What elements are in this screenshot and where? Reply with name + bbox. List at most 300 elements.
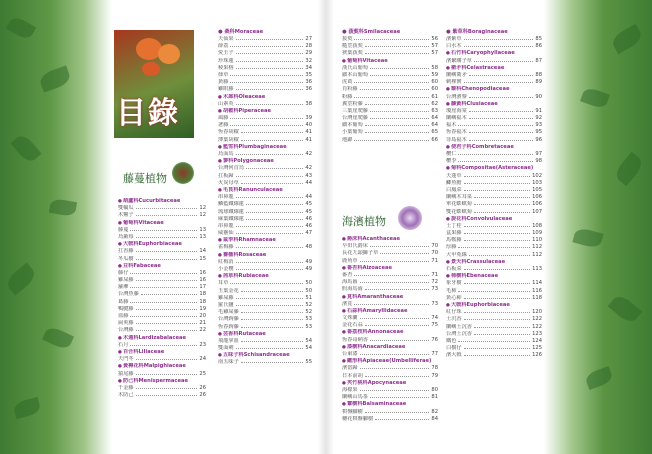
leader-dots	[130, 314, 197, 317]
toc-page-number: 49	[305, 266, 312, 272]
leader-dots	[236, 152, 304, 155]
toc-entry	[118, 284, 206, 291]
leader-dots	[241, 181, 304, 184]
leader-dots	[136, 278, 198, 281]
leader-dots	[136, 307, 198, 310]
toc-page-number: 49	[305, 258, 312, 265]
toc-entry	[342, 315, 438, 322]
toc-entry-name: ● 木通科Lardizabalaceae	[122, 334, 186, 341]
leader-dots	[246, 202, 303, 205]
toc-page-number: 54	[305, 345, 312, 352]
toc-entry-name: 台灣藤	[118, 327, 134, 334]
toc-entry-name: ● 木犀科Oleaceae	[222, 93, 266, 100]
toc-entry	[218, 338, 312, 345]
toc-entry	[218, 115, 312, 122]
toc-page-number: 73	[431, 286, 438, 293]
toc-entry-name: 單花蟛蜞菊	[446, 201, 472, 208]
toc-page-number: 52	[305, 309, 312, 316]
toc-column-2	[218, 36, 312, 367]
toc-entry	[218, 223, 312, 230]
leader-dots	[370, 116, 429, 119]
toc-entry-name: ● 鼠李科Rhamnaceae	[222, 237, 276, 244]
toc-entry-name: 恆春鉤藤	[218, 323, 239, 330]
toc-page-number: 57	[431, 50, 438, 57]
toc-entry	[342, 72, 438, 79]
toc-page-number: 82	[431, 408, 438, 415]
toc-entry	[118, 320, 206, 327]
toc-entry-name: ● 蓼科Polygonaceae	[222, 158, 274, 165]
toc-entry	[446, 194, 542, 201]
leader-dots	[469, 130, 534, 133]
toc-family-heading	[446, 216, 542, 223]
leader-dots	[141, 292, 198, 295]
toc-entry	[446, 151, 542, 158]
leader-dots	[464, 238, 531, 241]
toc-family-heading	[446, 144, 542, 151]
toc-entry-name: 福木	[446, 122, 457, 129]
toc-entry	[446, 115, 542, 122]
leader-dots	[464, 181, 531, 184]
toc-page-number: 16	[199, 269, 206, 276]
toc-entry-name: 扛香藤	[118, 248, 134, 255]
toc-page-number: 89	[535, 79, 542, 86]
toc-page-number: 80	[431, 386, 438, 393]
toc-entry-name: ● 莧科Amaranthaceae	[346, 293, 404, 300]
col3-top-family: ● 菝葜科Smilacaceae	[342, 29, 401, 35]
toc-entry	[446, 316, 542, 323]
toc-entry-name: 粉藤	[342, 93, 353, 100]
toc-column-3-vine	[342, 36, 438, 144]
toc-page-number: 103	[532, 179, 542, 186]
toc-page-number: 16	[199, 277, 206, 284]
toc-entry-name: 細本葡萄	[342, 122, 363, 129]
toc-page-number: 93	[535, 122, 542, 129]
leader-dots	[474, 202, 530, 205]
toc-entry	[446, 266, 542, 273]
toc-entry	[446, 309, 542, 316]
leader-dots	[360, 280, 430, 283]
toc-page-number: 47	[305, 230, 312, 237]
toc-page-number: 64	[431, 122, 438, 129]
toc-entry-name: ● 葡萄科Vitaceae	[122, 219, 164, 226]
toc-page-number: 106	[532, 194, 542, 201]
toc-entry-name: 細本山葡萄	[342, 71, 368, 78]
leader-dots	[365, 374, 430, 377]
toc-entry-name: 金花石蒜	[342, 322, 363, 329]
leader-dots	[464, 353, 531, 356]
leader-dots	[474, 195, 530, 198]
toc-entry	[446, 122, 542, 129]
toc-entry-name: ● 石竹科Caryophyllaceae	[450, 50, 515, 57]
leader-dots	[241, 360, 304, 363]
toc-entry	[446, 230, 542, 237]
toc-page-number: 71	[431, 271, 438, 278]
toc-entry	[342, 416, 438, 423]
toc-entry-name: 虎葛	[342, 79, 353, 86]
toc-entry	[446, 137, 542, 144]
toc-entry-name: ● 柿樹科Ebenaceae	[450, 273, 499, 280]
leader-dots	[136, 372, 198, 375]
toc-entry	[118, 227, 206, 234]
leader-dots	[241, 317, 304, 320]
leader-dots	[360, 366, 430, 369]
leader-dots	[241, 130, 304, 133]
toc-entry-name: 濱莧	[342, 300, 353, 307]
toc-entry-name: 長花九頭獅子草	[342, 250, 379, 257]
leader-dots	[458, 159, 533, 162]
toc-entry-name: ● 繖形科Apiaceae(Umbelliferae)	[346, 358, 432, 365]
toc-entry	[218, 151, 312, 158]
leader-dots	[360, 388, 430, 391]
toc-entry	[446, 72, 542, 79]
toc-entry-name: 地錦	[342, 136, 353, 143]
toc-entry-name: ● 番荔枝科Annonaceae	[346, 329, 404, 336]
leader-dots	[464, 188, 531, 191]
leader-dots	[354, 273, 429, 276]
toc-entry-name: 木鱉子	[118, 212, 134, 219]
leader-dots	[241, 289, 304, 292]
toc-entry-name: 雙輪瓜	[118, 205, 134, 212]
leader-dots	[464, 37, 534, 40]
toc-entry-name: ● 漆樹科Anacardiaceae	[346, 343, 406, 350]
toc-page-number: 34	[305, 64, 312, 71]
toc-entry	[342, 272, 438, 279]
leader-dots	[236, 303, 304, 306]
toc-entry	[446, 252, 542, 259]
toc-page-number: 108	[532, 222, 542, 229]
leader-dots	[236, 195, 304, 198]
leader-dots	[354, 95, 429, 98]
leader-dots	[464, 231, 531, 234]
toc-entry	[118, 299, 206, 306]
toc-entry	[218, 280, 312, 287]
toc-page-number: 66	[431, 136, 438, 143]
toc-entry-name: 海馬齒	[342, 279, 358, 286]
toc-family-heading	[218, 144, 312, 151]
toc-entry-name: 翼莖粉藤	[342, 100, 363, 107]
toc-entry	[446, 108, 542, 115]
toc-entry	[446, 288, 542, 295]
toc-entry-name: 蘭嶼土沉香	[446, 323, 472, 330]
leader-dots	[230, 123, 303, 126]
toc-family-heading	[342, 58, 438, 65]
toc-entry-name: 狹葉菝葜	[342, 50, 363, 57]
toc-page-number: 92	[535, 115, 542, 122]
toc-page-number: 124	[532, 337, 542, 344]
toc-entry	[218, 165, 312, 172]
toc-entry	[118, 205, 206, 212]
leader-dots	[236, 51, 304, 54]
toc-entry	[446, 187, 542, 194]
toc-entry-name: ● 五味子科Schisandraceae	[222, 352, 290, 359]
toc-entry-name: 台灣何首烏	[218, 165, 244, 172]
leader-dots	[241, 325, 304, 328]
toc-column-3-coastal	[342, 236, 438, 423]
toc-entry-name: 瓊崖海棠	[446, 107, 467, 114]
toc-page-number: 53	[305, 316, 312, 323]
toc-entry	[218, 288, 312, 295]
toc-page-number: 65	[431, 129, 438, 136]
toc-entry	[118, 270, 206, 277]
leader-dots	[370, 66, 429, 69]
leader-dots	[136, 213, 198, 216]
toc-page-number: 36	[305, 86, 312, 93]
toc-entry	[342, 79, 438, 86]
toc-entry-name: 台灣崖爬藤	[342, 115, 368, 122]
toc-family-heading	[218, 94, 312, 101]
toc-entry-name: ● 百合科Liliaceae	[122, 348, 165, 355]
toc-entry	[218, 43, 312, 50]
toc-entry	[342, 43, 438, 50]
toc-page-number: 75	[431, 322, 438, 329]
leader-dots	[464, 317, 531, 320]
toc-entry-name: 厚藤	[446, 244, 457, 251]
leader-dots	[458, 339, 530, 342]
toc-page-number: 97	[535, 151, 542, 157]
toc-entry-name: 菝葜	[342, 36, 353, 42]
toc-entry	[342, 279, 438, 286]
toc-page-number: 48	[305, 244, 312, 251]
toc-entry-name: 珍珠蓮	[218, 57, 234, 64]
toc-family-heading	[118, 241, 206, 248]
toc-entry-name: 黃心柿	[446, 294, 462, 301]
toc-page-number: 106	[532, 201, 542, 208]
toc-entry	[118, 342, 206, 349]
leader-dots	[136, 386, 198, 389]
toc-entry-name: 早田氏爵床	[342, 243, 368, 250]
leader-dots	[230, 281, 303, 284]
toc-page-number: 125	[532, 345, 542, 352]
toc-entry-name: ● 衛矛科Celastraceae	[450, 64, 505, 71]
toc-entry	[342, 94, 438, 101]
toc-family-heading	[118, 263, 206, 270]
toc-entry-name: 葎草	[218, 71, 229, 78]
toc-entry-name: 荖藤	[218, 122, 229, 129]
leader-dots	[365, 287, 430, 290]
toc-family-heading	[218, 108, 312, 115]
toc-entry-name: ● 豆科Fabaceae	[122, 262, 161, 269]
toc-page-number: 62	[431, 100, 438, 107]
toc-entry	[342, 122, 438, 129]
toc-page-number: 43	[305, 172, 312, 179]
leader-dots	[474, 210, 530, 213]
toc-page-number: 26	[199, 384, 206, 391]
toc-page-number: 61	[431, 93, 438, 100]
toc-entry	[446, 280, 542, 287]
leader-dots	[136, 393, 198, 396]
leader-dots	[130, 300, 197, 303]
toc-page-number: 70	[431, 250, 438, 257]
toc-entry-name: 台灣魚藤	[118, 291, 139, 298]
toc-entry-name: 山素英	[218, 100, 234, 107]
toc-entry-name: 石月	[118, 341, 129, 348]
toc-page-number: 25	[199, 370, 206, 377]
leader-dots	[380, 251, 429, 254]
leader-dots	[236, 37, 304, 40]
leader-dots	[458, 245, 530, 248]
toc-entry-name: 紅仔珠	[446, 309, 462, 316]
toc-page-number: 45	[305, 208, 312, 215]
leader-dots	[360, 352, 430, 355]
toc-entry	[218, 209, 312, 216]
toc-entry	[218, 316, 312, 323]
toc-entry-name: 漢氏山葡萄	[342, 64, 368, 71]
toc-page-number: 105	[532, 186, 542, 193]
toc-entry	[342, 36, 438, 43]
toc-page-number: 96	[535, 136, 542, 143]
toc-entry-name: 三葉崖爬藤	[342, 107, 368, 114]
toc-family-heading	[118, 220, 206, 227]
toc-entry	[446, 129, 542, 136]
toc-entry-name: ● 景天科Crassulaceae	[450, 258, 506, 265]
toc-entry	[342, 108, 438, 115]
toc-entry-name: 血藤	[118, 313, 129, 319]
toc-entry-name: 濱紫草	[446, 36, 462, 42]
toc-entry-name: ● 葡萄科Vitaceae	[346, 57, 388, 64]
toc-entry-name: 糙莖菝葜	[342, 43, 363, 50]
toc-entry-name: 台東漆	[342, 351, 358, 357]
toc-page-number: 86	[535, 43, 542, 50]
toc-entry-name: 雞屎藤	[218, 294, 234, 301]
toc-entry	[218, 309, 312, 316]
toc-page-number: 95	[535, 129, 542, 136]
toc-entry	[218, 50, 312, 57]
toc-entry-name: 天門冬	[118, 356, 134, 363]
toc-entry-name: 毛柿	[446, 287, 457, 294]
toc-page-number: 36	[305, 79, 312, 86]
toc-entry	[342, 129, 438, 136]
toc-entry-name: 穗花棋盤腳樹	[342, 415, 374, 422]
leader-dots	[458, 152, 533, 155]
toc-entry-name: 小金櫻	[218, 266, 234, 272]
leader-dots	[469, 253, 530, 256]
toc-entry	[342, 243, 438, 250]
toc-family-heading	[342, 294, 438, 301]
leader-dots	[230, 116, 303, 119]
leader-dots	[236, 174, 304, 177]
toc-page-number: 42	[305, 165, 312, 172]
leader-dots	[370, 73, 429, 76]
toc-page-number: 98	[535, 158, 542, 165]
toc-entry-name: 欖李	[446, 158, 457, 165]
toc-entry	[218, 216, 312, 223]
toc-entry-name: 雙花蟛蜞菊	[446, 208, 472, 215]
leader-dots	[230, 73, 303, 76]
leader-dots	[370, 338, 429, 341]
toc-page-number: 24	[199, 356, 206, 363]
toc-entry-name: 象牙樹	[446, 280, 462, 287]
leader-dots	[354, 138, 429, 141]
toc-page-number: 12	[199, 212, 206, 219]
toc-entry	[446, 244, 542, 251]
toc-entry-name: 欖仁	[446, 151, 457, 157]
toc-entry-name: 飛龍掌血	[218, 337, 239, 344]
toc-entry-name: 白水木	[446, 43, 462, 50]
section-title-vine: 藤蔓植物	[123, 172, 167, 185]
toc-page-number: 70	[431, 243, 438, 250]
toc-entry	[342, 86, 438, 93]
toc-entry-name: 紅梅消	[218, 258, 234, 265]
toc-page-number: 46	[305, 215, 312, 222]
toc-entry	[118, 212, 206, 219]
toc-family-heading	[218, 273, 312, 280]
toc-entry-name: 鐵色	[446, 337, 457, 344]
toc-entry-name: 文殊蘭	[342, 315, 358, 322]
toc-family-heading	[446, 50, 542, 57]
toc-entry-name: 小葉葡萄	[342, 129, 363, 136]
toc-entry-name: 棋盤腳樹	[342, 408, 363, 415]
toc-page-number: 50	[305, 280, 312, 287]
toc-entry-name: 天仙果	[218, 36, 234, 42]
toc-entry	[446, 237, 542, 244]
leader-dots	[370, 395, 429, 398]
col2-top-family: ● 桑科Moraceae	[218, 29, 264, 35]
leader-dots	[130, 343, 197, 346]
toc-page-number: 88	[535, 71, 542, 78]
leader-dots	[360, 87, 430, 90]
toc-entry	[218, 259, 312, 266]
toc-entry-name: ● 蕈樹科Balsaminaceae	[346, 401, 407, 408]
toc-entry	[446, 43, 542, 50]
toc-entry-name: 蘿藦	[118, 284, 129, 291]
toc-entry	[446, 158, 542, 165]
toc-entry	[446, 324, 542, 331]
leader-dots	[136, 357, 198, 360]
leader-dots	[136, 257, 198, 260]
toc-family-heading	[118, 378, 206, 385]
toc-entry-name: 土沉香	[446, 316, 462, 323]
toc-page-number: 91	[535, 107, 542, 114]
toc-page-number: 17	[199, 284, 206, 291]
toc-column-4	[446, 36, 542, 359]
leader-dots	[469, 109, 534, 112]
toc-entry-name: 烏面馬	[218, 151, 234, 157]
toc-page-number: 59	[431, 71, 438, 78]
toc-entry-name: 琉球鐵線蓮	[218, 208, 244, 215]
toc-page-number: 18	[199, 298, 206, 305]
toc-page-number: 64	[431, 115, 438, 122]
leader-dots	[236, 87, 304, 90]
leader-dots	[136, 249, 198, 252]
toc-entry-name: 薄葉胡椒	[218, 136, 239, 143]
toc-entry-name: 恆春胡椒	[218, 129, 239, 136]
toc-entry-name: ● 胡椒科Piperaceae	[222, 107, 271, 114]
toc-entry-name: 石板菜	[446, 266, 462, 272]
toc-page-number: 20	[199, 313, 206, 319]
toc-family-heading	[446, 273, 542, 280]
leader-dots	[241, 310, 304, 313]
toc-entry	[218, 129, 312, 136]
toc-entry	[218, 180, 312, 187]
leader-dots	[236, 59, 304, 62]
toc-entry	[342, 394, 438, 401]
toc-entry	[342, 409, 438, 416]
toc-entry	[218, 230, 312, 237]
toc-page-number: 13	[199, 233, 206, 240]
leader-dots	[241, 138, 304, 141]
toc-entry-name: 千金藤	[118, 384, 134, 391]
toc-page-number: 112	[532, 251, 542, 258]
leader-dots	[375, 417, 429, 420]
leader-dots	[130, 285, 197, 288]
toc-entry-name: 刺裸實	[446, 79, 462, 86]
toc-entry-name: 玉葉金花	[218, 287, 239, 294]
toc-entry-name: ● 爵床科Acanthaceae	[346, 236, 401, 242]
toc-page-number: 118	[532, 294, 542, 301]
toc-entry	[118, 385, 206, 392]
toc-page-number: 71	[431, 257, 438, 264]
toc-entry-name: 雞眼藤	[218, 86, 234, 93]
